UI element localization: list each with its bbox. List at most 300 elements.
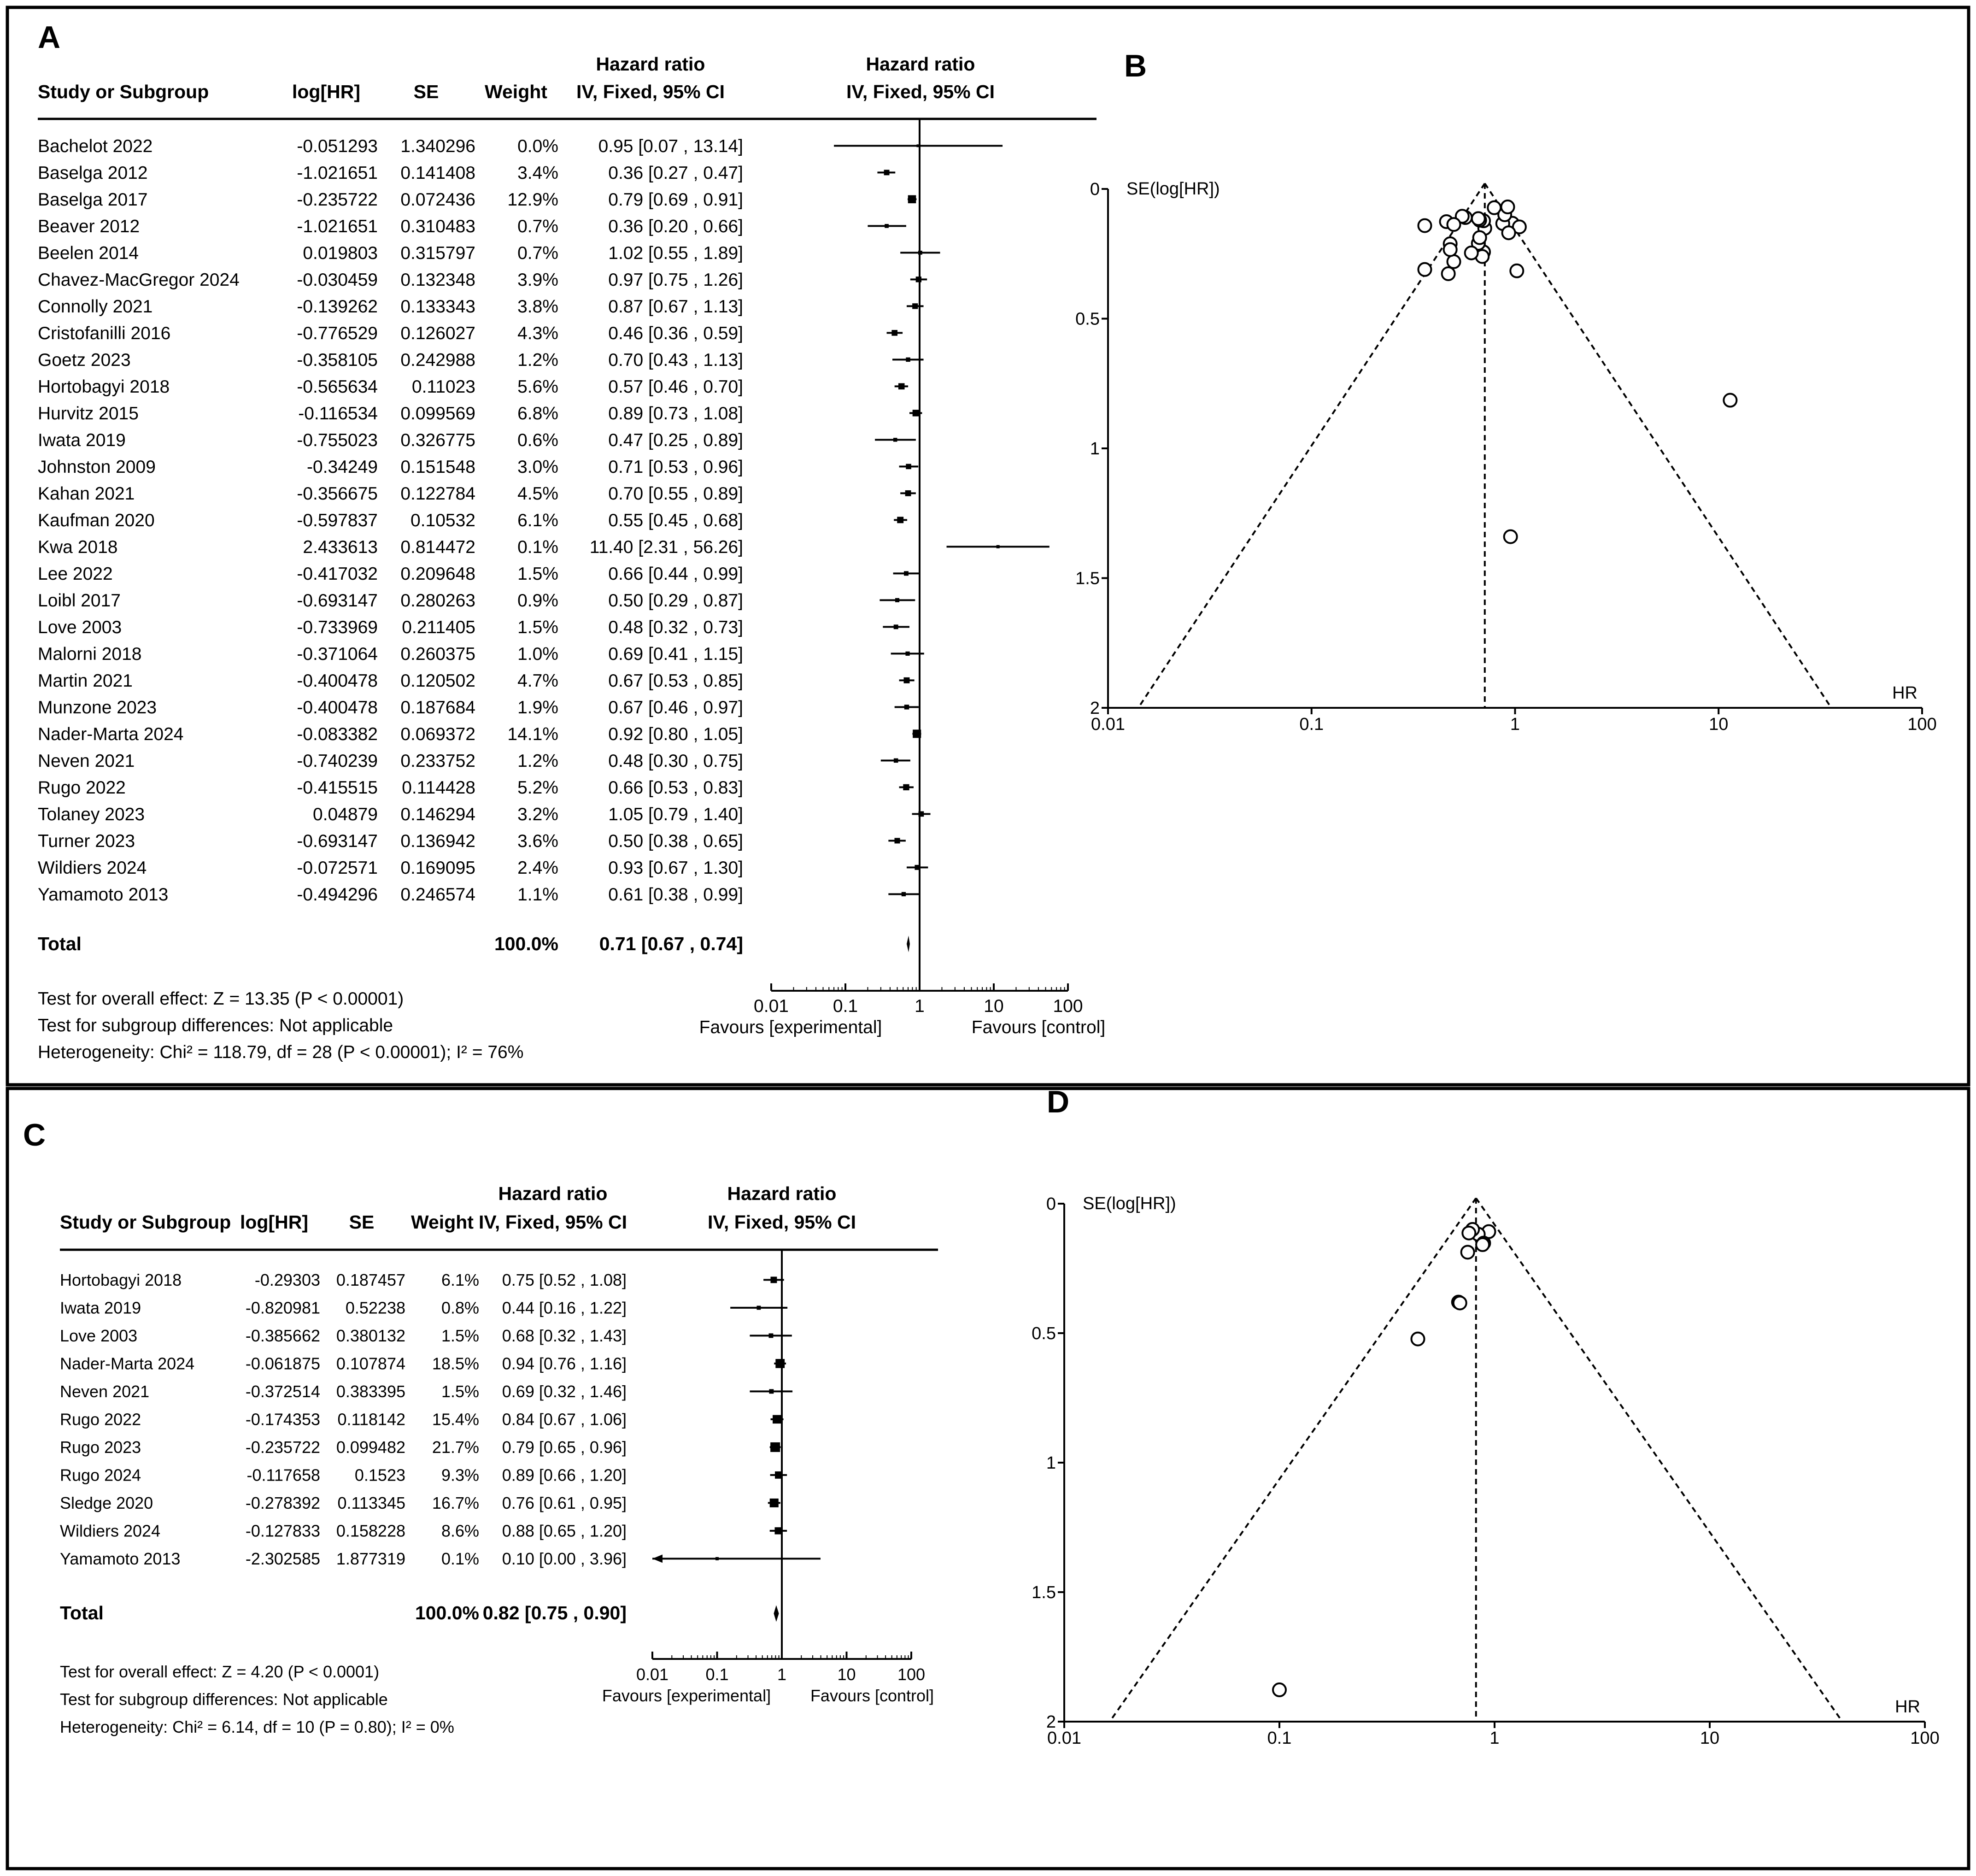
loghr-value: -0.415515 [297,778,378,798]
se-value: 0.141408 [400,163,475,183]
funnel-y-tick-label: 2 [1090,699,1100,718]
study-name: Loibl 2017 [38,591,121,611]
loghr-value: -0.371064 [297,644,378,664]
study-name: Wildiers 2024 [60,1521,161,1541]
weight-value: 5.6% [517,377,558,397]
hr-ci-value: 0.66 [0.53 , 0.83] [608,778,743,798]
loghr-value: 0.04879 [313,805,378,824]
header-plot-method: IV, Fixed, 95% CI [707,1211,856,1233]
loghr-value: -0.494296 [297,885,378,905]
study-point [1461,1246,1474,1259]
footnote: Heterogeneity: Chi² = 6.14, df = 10 (P = 0.80); I² = 0% [60,1717,454,1736]
loghr-value: -0.400478 [297,671,378,691]
point-estimate [905,652,909,656]
se-value: 0.072436 [400,190,475,210]
point-estimate [913,410,919,416]
hr-ci-value: 0.67 [0.53 , 0.85] [608,671,743,691]
se-value: 0.146294 [400,805,475,824]
funnel-right-boundary [1485,183,1831,708]
study-name: Connolly 2021 [38,297,153,317]
favours-control: Favours [control] [971,1017,1106,1037]
total-diamond [774,1605,779,1622]
funnel-y-tick-label: 1.5 [1075,569,1100,588]
loghr-value: -0.733969 [297,617,378,637]
point-estimate [773,1415,781,1424]
se-value: 0.132348 [400,270,475,290]
point-estimate [905,490,911,496]
study-name: Chavez-MacGregor 2024 [38,270,240,290]
loghr-value: -0.820981 [245,1298,320,1317]
panel-letter-b: B [1124,48,1147,83]
study-name: Wildiers 2024 [38,858,147,878]
hr-ci-value: 0.47 [0.25 , 0.89] [608,430,743,450]
point-estimate [908,195,916,203]
se-value: 1.340296 [400,136,475,156]
se-value: 0.136942 [400,831,475,851]
study-name: Love 2003 [60,1326,138,1345]
se-value: 0.383395 [336,1382,405,1401]
se-value: 0.126027 [400,323,475,343]
study-name: Nader-Marta 2024 [60,1354,195,1373]
se-value: 0.114428 [402,778,475,798]
hr-ci-value: 0.69 [0.32 , 1.46] [502,1382,627,1401]
hr-ci-value: 0.76 [0.61 , 0.95] [502,1494,627,1512]
funnel-y-tick-label: 1 [1090,439,1100,459]
study-name: Rugo 2022 [38,778,126,798]
point-estimate [894,759,898,763]
header-study: Study or Subgroup [60,1211,231,1233]
weight-value: 0.7% [517,243,558,263]
funnel-x-label: HR [1895,1697,1920,1717]
se-value: 0.113345 [337,1494,405,1512]
hr-ci-value: 0.89 [0.66 , 1.20] [502,1465,627,1485]
loghr-value: -0.235722 [245,1438,320,1457]
forest-plot-c [60,1183,938,1736]
point-estimate [894,838,900,843]
se-value: 0.107874 [336,1354,405,1373]
funnel-left-boundary [1110,1198,1476,1722]
se-value: 1.877319 [336,1549,405,1568]
study-point [1510,265,1523,277]
header-weight: Weight [485,81,547,102]
weight-value: 1.5% [441,1382,479,1401]
loghr-value: -0.34249 [307,457,378,477]
header-loghr: log[HR] [240,1211,309,1233]
funnel-x-label: HR [1892,683,1917,703]
point-estimate [895,598,899,602]
loghr-value: -0.116534 [298,404,378,423]
hr-ci-value: 0.97 [0.75 , 1.26] [608,270,743,290]
weight-value: 18.5% [432,1354,479,1373]
study-point [1444,243,1457,256]
hr-ci-value: 0.50 [0.38 , 0.65] [608,831,743,851]
se-value: 0.151548 [400,457,475,477]
study-name: Neven 2021 [38,751,135,771]
header-hr-method: IV, Fixed, 95% CI [478,1211,627,1233]
se-value: 0.11023 [411,377,475,397]
header-hr-text: Hazard ratio [596,53,705,75]
point-estimate [891,330,897,336]
study-name: Cristofanilli 2016 [38,323,171,343]
hr-ci-value: 0.70 [0.55 , 0.89] [608,484,743,504]
weight-value: 1.2% [517,751,558,771]
loghr-value: -0.235722 [297,190,378,210]
total-label: Total [60,1602,104,1623]
point-estimate [898,383,905,390]
footnote: Test for subgroup differences: Not applicable [60,1690,388,1709]
weight-value: 1.9% [517,698,558,717]
study-name: Munzone 2023 [38,698,157,717]
panel-letter-c: C [23,1117,46,1153]
loghr-value: -0.385662 [245,1326,320,1345]
study-name: Rugo 2022 [60,1410,141,1429]
hr-ci-value: 0.71 [0.53 , 0.96] [608,457,743,477]
funnel-y-label: SE(log[HR]) [1126,179,1220,199]
hr-ci-value: 0.55 [0.45 , 0.68] [608,511,743,530]
funnel-y-tick-label: 0.5 [1075,309,1100,329]
forest-plot-a [38,53,1105,1062]
weight-value: 0.1% [441,1549,479,1568]
study-name: Rugo 2023 [60,1438,141,1457]
point-estimate [916,276,921,282]
loghr-value: -0.127833 [245,1521,320,1541]
loghr-value: -0.400478 [297,698,378,717]
hr-ci-value: 0.94 [0.76 , 1.16] [502,1354,627,1373]
loghr-value: -1.021651 [297,217,378,236]
hr-ci-value: 11.40 [2.31 , 56.26] [589,537,743,557]
study-point [1502,226,1515,239]
loghr-value: -0.051293 [297,136,378,156]
point-estimate [904,705,909,709]
loghr-value: -0.29303 [254,1270,320,1289]
point-estimate [902,892,906,896]
funnel-left-boundary [1138,183,1485,708]
loghr-value: -0.755023 [297,430,378,450]
loghr-value: -0.356675 [297,484,378,504]
study-name: Hurvitz 2015 [38,404,139,423]
header-study: Study or Subgroup [38,81,209,102]
loghr-value: -0.358105 [297,350,378,370]
se-value: 0.209648 [400,564,475,584]
study-point [1273,1683,1286,1696]
se-value: 0.326775 [400,430,475,450]
study-name: Hortobagyi 2018 [38,377,170,397]
weight-value: 0.0% [517,136,558,156]
point-estimate [775,1359,785,1368]
hr-ci-value: 0.36 [0.20 , 0.66] [608,217,743,236]
hr-ci-value: 0.84 [0.67 , 1.06] [502,1410,627,1429]
loghr-value: -0.072571 [297,858,378,878]
weight-value: 8.6% [441,1521,479,1541]
point-estimate [770,1442,780,1452]
loghr-value: -0.565634 [297,377,378,397]
se-value: 0.118142 [337,1410,405,1429]
funnel-y-tick-label: 1.5 [1032,1583,1056,1602]
study-name: Yamamoto 2013 [38,885,169,905]
se-value: 0.260375 [400,644,475,664]
funnel-y-tick-label: 0 [1090,180,1100,199]
weight-value: 14.1% [507,724,558,744]
weight-value: 0.1% [517,537,558,557]
study-name: Rugo 2024 [60,1465,141,1485]
study-point [1476,1238,1489,1251]
forest-tick-label: 0.1 [833,996,858,1016]
point-estimate [775,1471,782,1479]
point-estimate [885,224,889,228]
hr-ci-value: 0.66 [0.44 , 0.99] [608,564,743,584]
study-point [1448,218,1460,231]
se-value: 0.099482 [336,1438,405,1457]
favours-control: Favours [control] [810,1686,934,1705]
weight-value: 4.5% [517,484,558,504]
header-hr-text: Hazard ratio [498,1183,608,1204]
header-hr-method: IV, Fixed, 95% CI [576,81,725,102]
hr-ci-value: 0.46 [0.36 , 0.59] [608,323,743,343]
funnel-x-tick-label: 0.01 [1091,715,1125,734]
weight-value: 3.0% [517,457,558,477]
point-estimate [915,865,920,870]
loghr-value: -0.693147 [297,831,378,851]
funnel-x-tick-label: 10 [1700,1729,1720,1748]
total-ci: 0.71 [0.67 , 0.74] [599,933,743,954]
weight-value: 16.7% [432,1494,479,1512]
study-point [1465,247,1478,259]
funnel-plot-b [1075,179,1937,734]
hr-ci-value: 0.67 [0.46 , 0.97] [608,698,743,717]
funnel-y-label: SE(log[HR]) [1083,1194,1176,1213]
study-name: Neven 2021 [60,1382,150,1401]
loghr-value: -2.302585 [245,1549,320,1568]
total-ci: 0.82 [0.75 , 0.90] [482,1602,627,1623]
total-diamond [907,935,910,952]
header-se: SE [349,1211,375,1233]
study-name: Nader-Marta 2024 [38,724,184,744]
study-name: Turner 2023 [38,831,135,851]
se-value: 0.814472 [400,537,475,557]
point-estimate [897,517,903,523]
study-point [1411,1333,1424,1346]
study-name: Tolaney 2023 [38,805,145,824]
weight-value: 1.2% [517,350,558,370]
loghr-value: -0.117658 [246,1465,320,1485]
forest-tick-label: 100 [1053,996,1083,1016]
hr-ci-value: 0.79 [0.69 , 0.91] [608,190,743,210]
study-name: Lee 2022 [38,564,113,584]
study-name: Beaver 2012 [38,217,140,236]
loghr-value: -0.597837 [297,511,378,530]
study-point [1418,263,1431,276]
weight-value: 0.7% [517,217,558,236]
se-value: 0.133343 [400,297,475,317]
hr-ci-value: 1.05 [0.79 , 1.40] [608,805,743,824]
point-estimate [769,1389,774,1394]
point-estimate [893,438,897,441]
funnel-y-tick-label: 0 [1046,1194,1056,1214]
weight-value: 3.9% [517,270,558,290]
point-estimate [916,144,919,147]
forest-tick-label: 1 [915,996,925,1016]
header-se: SE [413,81,439,102]
point-estimate [903,784,909,790]
study-point [1501,200,1514,213]
se-value: 0.1523 [354,1465,405,1485]
hr-ci-value: 0.70 [0.43 , 1.13] [608,350,743,370]
weight-value: 1.5% [517,617,558,637]
hr-ci-value: 0.95 [0.07 , 13.14] [598,136,743,156]
hr-ci-value: 0.61 [0.38 , 0.99] [608,885,743,905]
weight-value: 1.5% [441,1326,479,1345]
funnel-x-tick-label: 10 [1709,715,1729,734]
loghr-value: -0.083382 [297,724,378,744]
total-label: Total [38,933,82,954]
loghr-value: 0.019803 [303,243,378,263]
loghr-value: -0.030459 [297,270,378,290]
study-point [1473,231,1486,244]
hr-ci-value: 0.88 [0.65 , 1.20] [502,1521,627,1541]
loghr-value: -1.021651 [297,163,378,183]
weight-value: 4.7% [517,671,558,691]
point-estimate [756,1306,761,1310]
funnel-x-tick-label: 100 [1907,715,1937,734]
funnel-x-tick-label: 0.1 [1299,715,1324,734]
weight-value: 12.9% [507,190,558,210]
hr-ci-value: 0.75 [0.52 , 1.08] [502,1270,627,1289]
se-value: 0.187684 [400,698,475,717]
point-estimate [770,1276,777,1283]
study-name: Kwa 2018 [38,537,118,557]
hr-ci-value: 0.93 [0.67 , 1.30] [608,858,743,878]
hr-ci-value: 0.92 [0.80 , 1.05] [608,724,743,744]
weight-value: 1.0% [517,644,558,664]
loghr-value: -0.417032 [297,564,378,584]
study-name: Iwata 2019 [60,1298,141,1317]
panel-letter-a: A [38,20,61,55]
weight-value: 9.3% [441,1465,479,1485]
ci-arrow [652,1554,663,1563]
se-value: 0.280263 [400,591,475,611]
weight-value: 6.1% [441,1270,479,1289]
hr-ci-value: 0.36 [0.27 , 0.47] [608,163,743,183]
funnel-x-tick-label: 0.1 [1267,1729,1292,1748]
weight-value: 3.4% [517,163,558,183]
weight-value: 3.2% [517,805,558,824]
study-name: Love 2003 [38,617,122,637]
footnote: Test for subgroup differences: Not applicable [38,1016,393,1035]
hr-ci-value: 0.79 [0.65 , 0.96] [502,1438,627,1457]
study-name: Beelen 2014 [38,243,139,263]
funnel-x-tick-label: 100 [1910,1729,1940,1748]
weight-value: 0.8% [441,1298,479,1317]
study-point [1504,530,1517,543]
loghr-value: -0.372514 [245,1382,320,1401]
study-name: Hortobagyi 2018 [60,1270,182,1289]
study-name: Johnston 2009 [38,457,156,477]
header-plot: Hazard ratio [866,53,975,75]
loghr-value: -0.139262 [297,297,378,317]
weight-value: 0.9% [517,591,558,611]
favours-experimental: Favours [experimental] [602,1686,771,1705]
se-value: 0.233752 [400,751,475,771]
weight-value: 1.1% [517,885,558,905]
forest-tick-label: 0.01 [636,1665,669,1684]
se-value: 0.52238 [345,1298,405,1317]
se-value: 0.310483 [400,217,475,236]
se-value: 0.122784 [400,484,475,504]
study-point [1472,212,1485,225]
header-loghr: log[HR] [292,81,361,102]
point-estimate [715,1557,719,1560]
favours-experimental: Favours [experimental] [699,1017,882,1037]
weight-value: 6.8% [517,404,558,423]
point-estimate [913,729,921,738]
point-estimate [912,303,918,309]
se-value: 0.120502 [400,671,475,691]
footnote: Test for overall effect: Z = 4.20 (P < 0.0001) [60,1662,380,1681]
study-point [1448,255,1460,268]
hr-ci-value: 0.48 [0.30 , 0.75] [608,751,743,771]
forest-tick-label: 1 [777,1665,787,1684]
se-value: 0.187457 [336,1270,405,1289]
se-value: 0.315797 [400,243,475,263]
point-estimate [906,464,911,470]
hr-ci-value: 0.69 [0.41 , 1.15] [608,644,743,664]
footnote: Heterogeneity: Chi² = 118.79, df = 28 (P < 0.00001); I² = 76% [38,1042,524,1062]
point-estimate [894,624,898,629]
loghr-value: -0.061875 [245,1354,320,1373]
study-name: Kahan 2021 [38,484,135,504]
se-value: 0.211405 [402,617,475,637]
point-estimate [997,545,1000,548]
study-point [1462,1227,1475,1240]
point-estimate [906,358,910,362]
se-value: 0.246574 [400,885,475,905]
footnote: Test for overall effect: Z = 13.35 (P < 0.00001) [38,989,404,1009]
funnel-y-tick-label: 0.5 [1032,1324,1056,1343]
study-name: Sledge 2020 [60,1494,153,1512]
weight-value: 3.6% [517,831,558,851]
hr-ci-value: 0.10 [0.00 , 3.96] [502,1549,627,1568]
se-value: 0.242988 [400,350,475,370]
study-point [1724,394,1736,407]
hr-ci-value: 0.57 [0.46 , 0.70] [608,377,743,397]
point-estimate [904,571,909,576]
study-name: Goetz 2023 [38,350,131,370]
loghr-value: -0.740239 [297,751,378,771]
funnel-x-tick-label: 0.01 [1047,1729,1081,1748]
weight-value: 6.1% [517,511,558,530]
se-value: 0.380132 [336,1326,405,1345]
point-estimate [769,1333,774,1338]
funnel-y-tick-label: 2 [1046,1712,1056,1732]
loghr-value: 2.433613 [303,537,378,557]
funnel-plot-d [1032,1194,1940,1748]
weight-value: 21.7% [432,1438,479,1457]
study-name: Yamamoto 2013 [60,1549,181,1568]
total-weight: 100.0% [494,933,558,954]
point-estimate [775,1527,782,1534]
point-estimate [918,251,922,255]
forest-tick-label: 100 [897,1665,926,1684]
study-point [1442,267,1455,280]
se-value: 0.158228 [336,1521,405,1541]
hr-ci-value: 0.68 [0.32 , 1.43] [502,1326,627,1345]
point-estimate [904,677,910,683]
forest-tick-label: 10 [837,1665,856,1684]
point-estimate [919,811,924,817]
loghr-value: -0.174353 [245,1410,320,1429]
study-name: Iwata 2019 [38,430,126,450]
hr-ci-value: 1.02 [0.55 , 1.89] [608,243,743,263]
